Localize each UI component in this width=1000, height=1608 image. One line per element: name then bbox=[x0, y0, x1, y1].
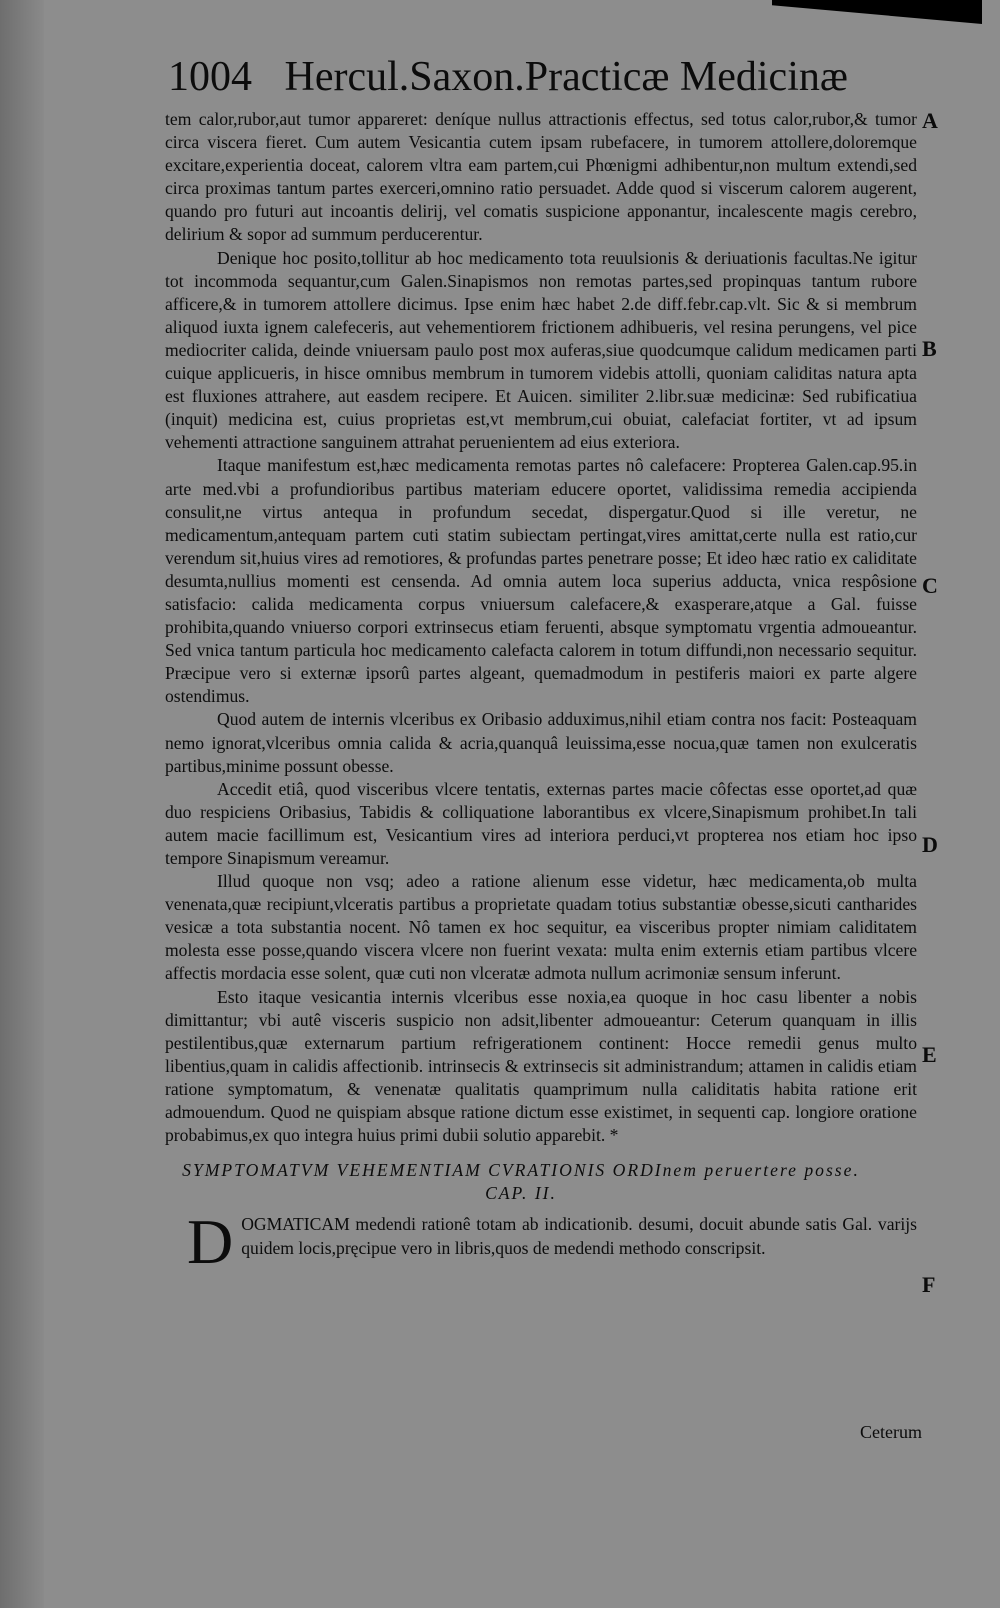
catchword: Ceterum bbox=[860, 1422, 922, 1442]
paragraph: Quod autem de internis vlceribus ex Oribasio adduximus,nihil etiam contra nos facit: Posteaquam nemo ignorat,vlceribus omnia calida & acria,quanquâ leuissima,esse nocua,quæ tamen non exulceratis partibus,minime possunt obesse. bbox=[165, 709, 917, 776]
paragraph: Denique hoc posito,tollitur ab hoc medicamento tota reuulsionis & deriuationis facultas.Ne igitur tot incommoda sequantur,cum Galen.Sinapismos non remotas partes,sed propinquas tantum rubore afficere,& in tumorem attollere dicimus. Ipse enim hæc habet 2.de diff.febr.cap.vlt. Sic & si membrum aliquod iuxta ignem calefeceris, aut vehementiorem frictionem adhibueris, vel resina perungens, vel pice mediocriter calida, deinde vniuersam paulo post mox auferas,siue quodcumque calidum medicamen parti cuique applicueris, in hisce omnibus membrum in tumorem videbis attolli, quoniam caliditas natura apta est fluxiones attrahere, aut easdem recipere. Et Auicen. similiter 2.libr.suæ medicinæ: Sed rubificatiua (inquit) medicina est, cuius proprietas est,vt membrum,cui obuiat, calefaciat fortiter, vt ad ipsum vehementi attractione sanguinem attrahat peruenientem ad eius exteriora. bbox=[165, 247, 917, 453]
paragraph: Itaque manifestum est,hæc medicamenta remotas partes nô calefacere: Propterea Galen.cap.95.in arte med.vbi a profundioribus partibus materiam educere oportet, validissima remedia accipienda consulit,ne virtus antequa in profundum secedat, dispergatur.Quod si ille veretur, ne medicamentum,antequam partem cuti statim subiectam pertingat,vires amittat,certe nulla est ratio,cur verendum sit,huius vires ad remotiores, & profundas partes penetrare posse; Et ideo hæc ratio ex caliditate desumta,nullius momenti est censenda. Ad omnia autem loca superius adducta, vnica respôsione satisfacio: calida medicamenta corpus vniuersum calefacere,& exasperare,atque a Gal. fuisse prohibita,quando vniuerso corpori extrinsecus etiam feruenti, absque symptomatu vrgentia admoueantur. Sed vnica tantum particula hoc medicamento calefacta calorem in totum diffundi,non necessario sequitur. Præcipue vero si externæ ipsorû partes algeant, quemadmodum in pestiferis maiori ex parte algere ostendimus. bbox=[165, 455, 917, 707]
paragraph: Esto itaque vesicantia internis vlceribus esse noxia,ea quoque in hoc casu libenter a nobis dimittantur; vbi autê visceris suspicio non adsit,libenter admoueantur: Ceterum quanquam in illis pestilentibus,quæ externarum partium refrigerationem continent: Hocce remedii genus multo libentius,quam in calidis affectionib. intrinsecis & extrinsecis sit administrandum; attamen in calidis etiam ratione symptomatum, & venenatæ qualitatis quamprimum nulla caliditatis habita ratione erit admouendum. Quod ne quispiam absque ratione dictum esse existimet, in sequenti cap. longiore oratione probabimus,ex quo integra huius primi dubii solutio apparebit. * bbox=[165, 986, 917, 1146]
chapter-heading: SYMPTOMATVM VEHEMENTIAM CVRATIONIS ORDInem peruertere posse. CAP. II. bbox=[182, 1160, 860, 1204]
paragraph: Illud quoque non vsq; adeo a ratione alienum esse videtur, hæc medicamenta,ob multa venenata,quæ recipiunt,vlceratis partibus a proprietate quadam totius substantiæ obesse,sicuti cantharides vesicæ a tota substantia nocent. Nô tamen ex hoc sequitur, ea visceribus propter nimiam caliditatem molesta esse posse,quando viscera vlcere non fuerint vexata: multa enim externis etiam partibus vlcere affectis mordacia esse solent, quæ cuti non vlceratæ admota nullum acrimoniæ sensum inferunt. bbox=[165, 871, 917, 984]
margin-letter-b: B bbox=[922, 336, 937, 361]
margin-letter-c: C bbox=[922, 573, 938, 598]
margin-letter-e: E bbox=[922, 1042, 937, 1067]
paragraph: Accedit etiâ, quod visceribus vlcere tentatis, externas partes macie côfectas esse oportet,ad quæ duo respiciens Oribasius, Tabidis & colliquatione laborantibus ex vlcere,Sinapismum prohibet.In tali autem macie facillimum est, Vesicantium vires ad interiora perduci,vt propterea nos etiam hoc ipso tempore Sinapismum vereamur. bbox=[165, 778, 917, 868]
paragraph-text: OGMATICAM medendi rationê totam ab indicationib. desumi, docuit abunde satis Gal. varijs quidem locis,pręcipue vero in libris,quos de medendi methodo conscripsit. bbox=[241, 1214, 917, 1258]
binding-gutter bbox=[0, 0, 44, 1608]
running-header bbox=[168, 52, 868, 102]
chapter-opening-paragraph bbox=[165, 1206, 917, 1278]
margin-letter-d: D bbox=[922, 832, 938, 857]
margin-letter-f: F bbox=[922, 1272, 936, 1297]
page-number: 1004 bbox=[168, 54, 252, 100]
running-title: Hercul.Saxon.Practicæ Medicinæ bbox=[284, 54, 848, 100]
margin-letter-a: A bbox=[922, 108, 938, 133]
scan-corner-shadow bbox=[772, 0, 982, 24]
paragraph: tem calor,rubor,aut tumor appareret: deníque nullus attractionis effectus, sed totus calor,rubor,& tumor circa viscera fieret. Cum autem Vesicantia cutem ipsam rubefacere, in tumorem attollere,doloremque excitare,experientia doceat, calorem vltra eam partem,cui Phœnigmi adhibentur,non multum extendi,sed circa proximas tantum partes exerceri,omnino ratio persuadet. Adde quod si viscerum calorem augerent, quando pro futuri aut incoantis delirij, vel comatis suspicione apponantur, incalescente magis cerebro, delirium & sopor ad summum perducerentur. bbox=[165, 109, 917, 245]
main-text bbox=[165, 108, 917, 1278]
drop-cap: D bbox=[187, 1206, 234, 1278]
